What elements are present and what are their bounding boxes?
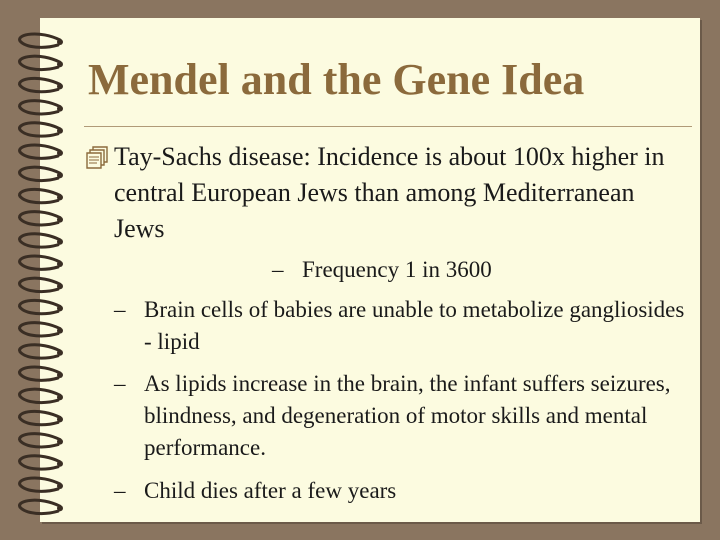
main-bullet bbox=[86, 139, 686, 247]
binder-hole bbox=[57, 239, 63, 245]
spiral-ring bbox=[20, 434, 60, 447]
binder-hole bbox=[57, 150, 63, 156]
binder-hole bbox=[57, 106, 63, 112]
binder-hole bbox=[57, 350, 63, 356]
sub-bullet-frequency bbox=[272, 254, 572, 286]
spiral-ring bbox=[20, 56, 60, 69]
binder-hole bbox=[57, 328, 63, 334]
spiral-ring bbox=[20, 234, 60, 247]
spiral-ring bbox=[20, 278, 60, 291]
title-divider bbox=[84, 126, 692, 127]
spiral-ring bbox=[20, 456, 60, 469]
spiral-ring bbox=[20, 78, 60, 91]
dash-marker: – bbox=[114, 297, 126, 322]
sub-bullet-lipids bbox=[114, 368, 694, 464]
spiral-ring bbox=[20, 478, 60, 491]
spiral-ring bbox=[20, 189, 60, 202]
notepad-bullet-icon bbox=[86, 144, 110, 170]
spiral-ring bbox=[20, 323, 60, 336]
binder-hole bbox=[57, 172, 63, 178]
sub-bullet-brain-cells bbox=[114, 294, 694, 358]
dash-marker: – bbox=[114, 371, 126, 396]
sub-bullet-text: Brain cells of babies are unable to metabolize gangliosides - lipid bbox=[144, 297, 685, 354]
binder-hole bbox=[57, 61, 63, 67]
binder-hole bbox=[57, 505, 63, 511]
binder-hole bbox=[57, 416, 63, 422]
binder-hole bbox=[57, 217, 63, 223]
binder-hole bbox=[57, 128, 63, 134]
binder-hole bbox=[57, 39, 63, 45]
spiral-ring bbox=[20, 411, 60, 424]
spiral-ring bbox=[20, 212, 60, 225]
dash-marker: – bbox=[272, 257, 284, 282]
spiral-ring bbox=[20, 300, 60, 313]
spiral-ring bbox=[20, 256, 60, 269]
binder-hole bbox=[57, 261, 63, 267]
spiral-ring bbox=[20, 345, 60, 358]
binder-hole bbox=[57, 439, 63, 445]
spiral-ring bbox=[20, 367, 60, 380]
binder-hole bbox=[57, 483, 63, 489]
slide-title: Mendel and the Gene Idea bbox=[88, 55, 585, 104]
binder-hole bbox=[57, 283, 63, 289]
dash-marker: – bbox=[114, 478, 126, 503]
binder-hole bbox=[57, 305, 63, 311]
spiral-ring bbox=[20, 145, 60, 158]
sub-bullet-text: As lipids increase in the brain, the infant suffers seizures, blindness, and degeneration of motor skills and mental performance. bbox=[144, 371, 671, 460]
spiral-ring bbox=[20, 34, 60, 47]
spiral-ring bbox=[20, 101, 60, 114]
binder-hole bbox=[57, 194, 63, 200]
binder-hole bbox=[57, 83, 63, 89]
sub-bullet-child-dies bbox=[114, 475, 694, 507]
spiral-ring bbox=[20, 167, 60, 180]
binder-hole bbox=[57, 461, 63, 467]
spiral-ring bbox=[20, 123, 60, 136]
spiral-binding-icon bbox=[0, 0, 80, 540]
spiral-ring bbox=[20, 500, 60, 513]
sub-bullet-text: Child dies after a few years bbox=[144, 478, 397, 503]
sub-bullet-text: Frequency 1 in 3600 bbox=[302, 257, 492, 282]
main-bullet-text: Tay-Sachs disease: Incidence is about 100x higher in central European Jews than among Mediterranean Jews bbox=[114, 142, 665, 243]
spiral-ring bbox=[20, 389, 60, 402]
binder-hole bbox=[57, 394, 63, 400]
binder-hole bbox=[57, 372, 63, 378]
